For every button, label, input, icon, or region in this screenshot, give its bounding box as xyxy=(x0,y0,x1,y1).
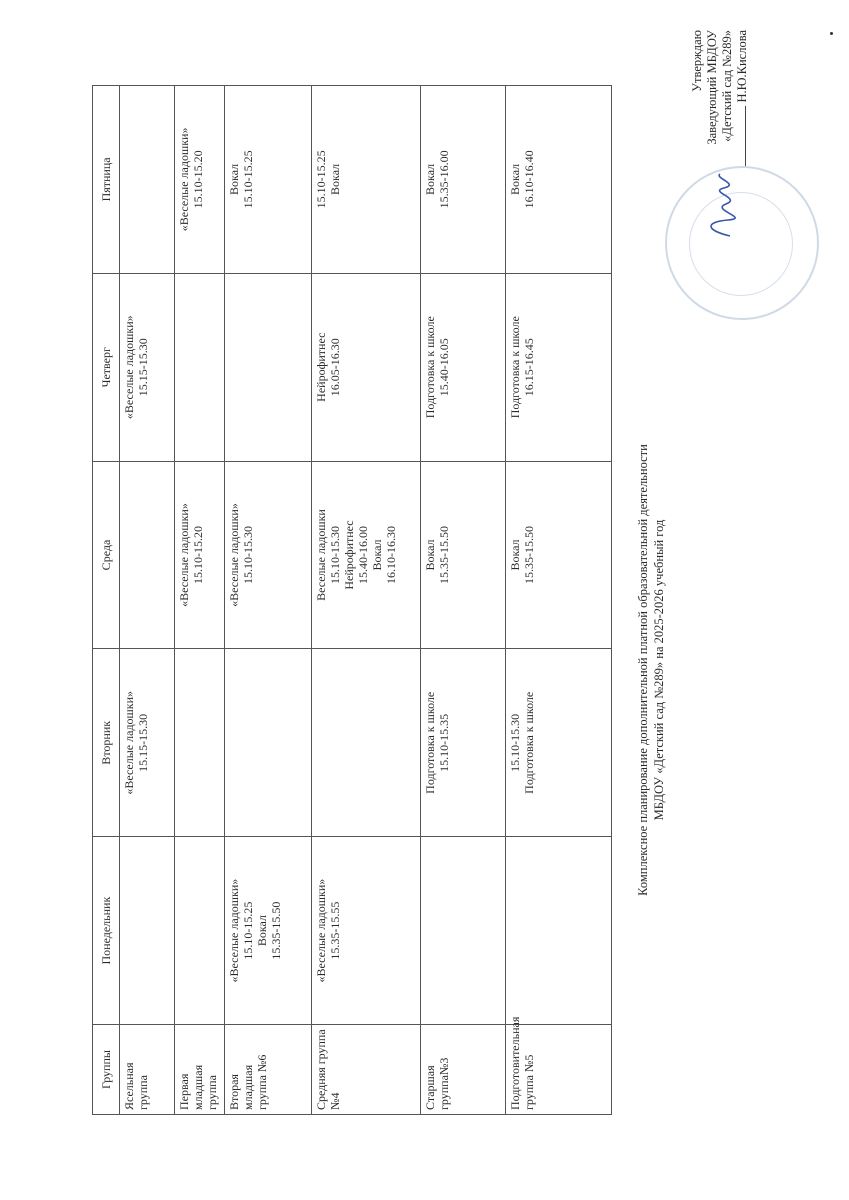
document-title xyxy=(635,290,667,1050)
header-groups: Группы xyxy=(93,1025,120,1115)
schedule-cell: «Веселые ладошки» 15.15-15.30 xyxy=(120,649,175,837)
group-name: Вторая младшая группа №6 xyxy=(225,1025,312,1115)
schedule-cell xyxy=(312,649,420,837)
schedule-cell: «Веселые ладошки» 15.15-15.30 xyxy=(120,273,175,461)
header-wednesday: Среда xyxy=(93,461,120,649)
schedule-cell xyxy=(120,461,175,649)
stamp-seal xyxy=(665,166,819,320)
approval-line-4: Н.Ю.Кислова xyxy=(735,30,749,103)
schedule-cell: Подготовка к школе 15.10-15.35 xyxy=(420,649,505,837)
approval-line-3: «Детский сад №289» xyxy=(720,30,734,142)
table-row xyxy=(505,86,611,1115)
schedule-cell: Вокал 15.35-16.00 xyxy=(420,86,505,274)
schedule-cell: Подготовка к школе 16.15-16.45 xyxy=(505,273,611,461)
group-name: Старшая группа№3 xyxy=(420,1025,505,1115)
schedule-cell xyxy=(420,837,505,1025)
group-name: Средняя группа №4 xyxy=(312,1025,420,1115)
ink-dot xyxy=(830,32,833,35)
schedule-cell: «Веселые ладошки» 15.10-15.30 xyxy=(225,461,312,649)
schedule-cell: «Веселые ладошки» 15.10-15.20 xyxy=(175,86,225,274)
group-name: Ясельная группа xyxy=(120,1025,175,1115)
schedule-cell xyxy=(225,273,312,461)
schedule-cell: Подготовка к школе 15.40-16.05 xyxy=(420,273,505,461)
header-tuesday: Вторник xyxy=(93,649,120,837)
schedule-cell xyxy=(120,837,175,1025)
schedule-table xyxy=(92,85,612,1115)
schedule-cell: «Веселые ладошки» 15.10-15.20 xyxy=(175,461,225,649)
header-row xyxy=(93,86,120,1115)
table-row xyxy=(420,86,505,1115)
schedule-cell: 15.10-15.30 Подготовка к школе xyxy=(505,649,611,837)
schedule-cell xyxy=(505,837,611,1025)
schedule-cell: Нейрофитнес 16.05-16.30 xyxy=(312,273,420,461)
schedule-cell: 15.10-15.25 Вокал xyxy=(312,86,420,274)
handwritten-signature xyxy=(700,170,740,240)
schedule-cell: Вокал 15.35-15.50 xyxy=(505,461,611,649)
group-name: Подготовительная группа №5 xyxy=(505,1025,611,1115)
schedule-cell xyxy=(120,86,175,274)
approval-line-2: Заведующий МБДОУ xyxy=(705,30,719,145)
header-thursday: Четверг xyxy=(93,273,120,461)
table-row xyxy=(175,86,225,1115)
table-row xyxy=(312,86,420,1115)
schedule-cell: Веселые ладошки 15.10-15.30 Нейрофитнес 15.40-16.00 Вокал 16.10-16.30 xyxy=(312,461,420,649)
group-name: Первая младшая группа xyxy=(175,1025,225,1115)
signature-line xyxy=(745,106,746,166)
schedule-cell: Вокал 15.10-15.25 xyxy=(225,86,312,274)
schedule-cell: «Веселые ладошки» 15.10-15.25 Вокал 15.35-15.50 xyxy=(225,837,312,1025)
schedule-cell xyxy=(175,649,225,837)
header-monday: Понедельник xyxy=(93,837,120,1025)
schedule-cell: Вокал 16.10-16.40 xyxy=(505,86,611,274)
table-row xyxy=(120,86,175,1115)
schedule-cell xyxy=(175,837,225,1025)
schedule-cell xyxy=(175,273,225,461)
table-row xyxy=(225,86,312,1115)
schedule-cell xyxy=(225,649,312,837)
header-friday: Пятница xyxy=(93,86,120,274)
title-line-2: МБДОУ «Детский сад №289» на 2025-2026 учебный год xyxy=(652,519,666,821)
schedule-cell: «Веселые ладошки» 15.35-15.55 xyxy=(312,837,420,1025)
title-line-1: Комплексное планирование дополнительной платной образовательной деятельности xyxy=(636,444,650,896)
approval-line-1: Утверждаю xyxy=(690,30,704,92)
schedule-cell: Вокал 15.35-15.50 xyxy=(420,461,505,649)
